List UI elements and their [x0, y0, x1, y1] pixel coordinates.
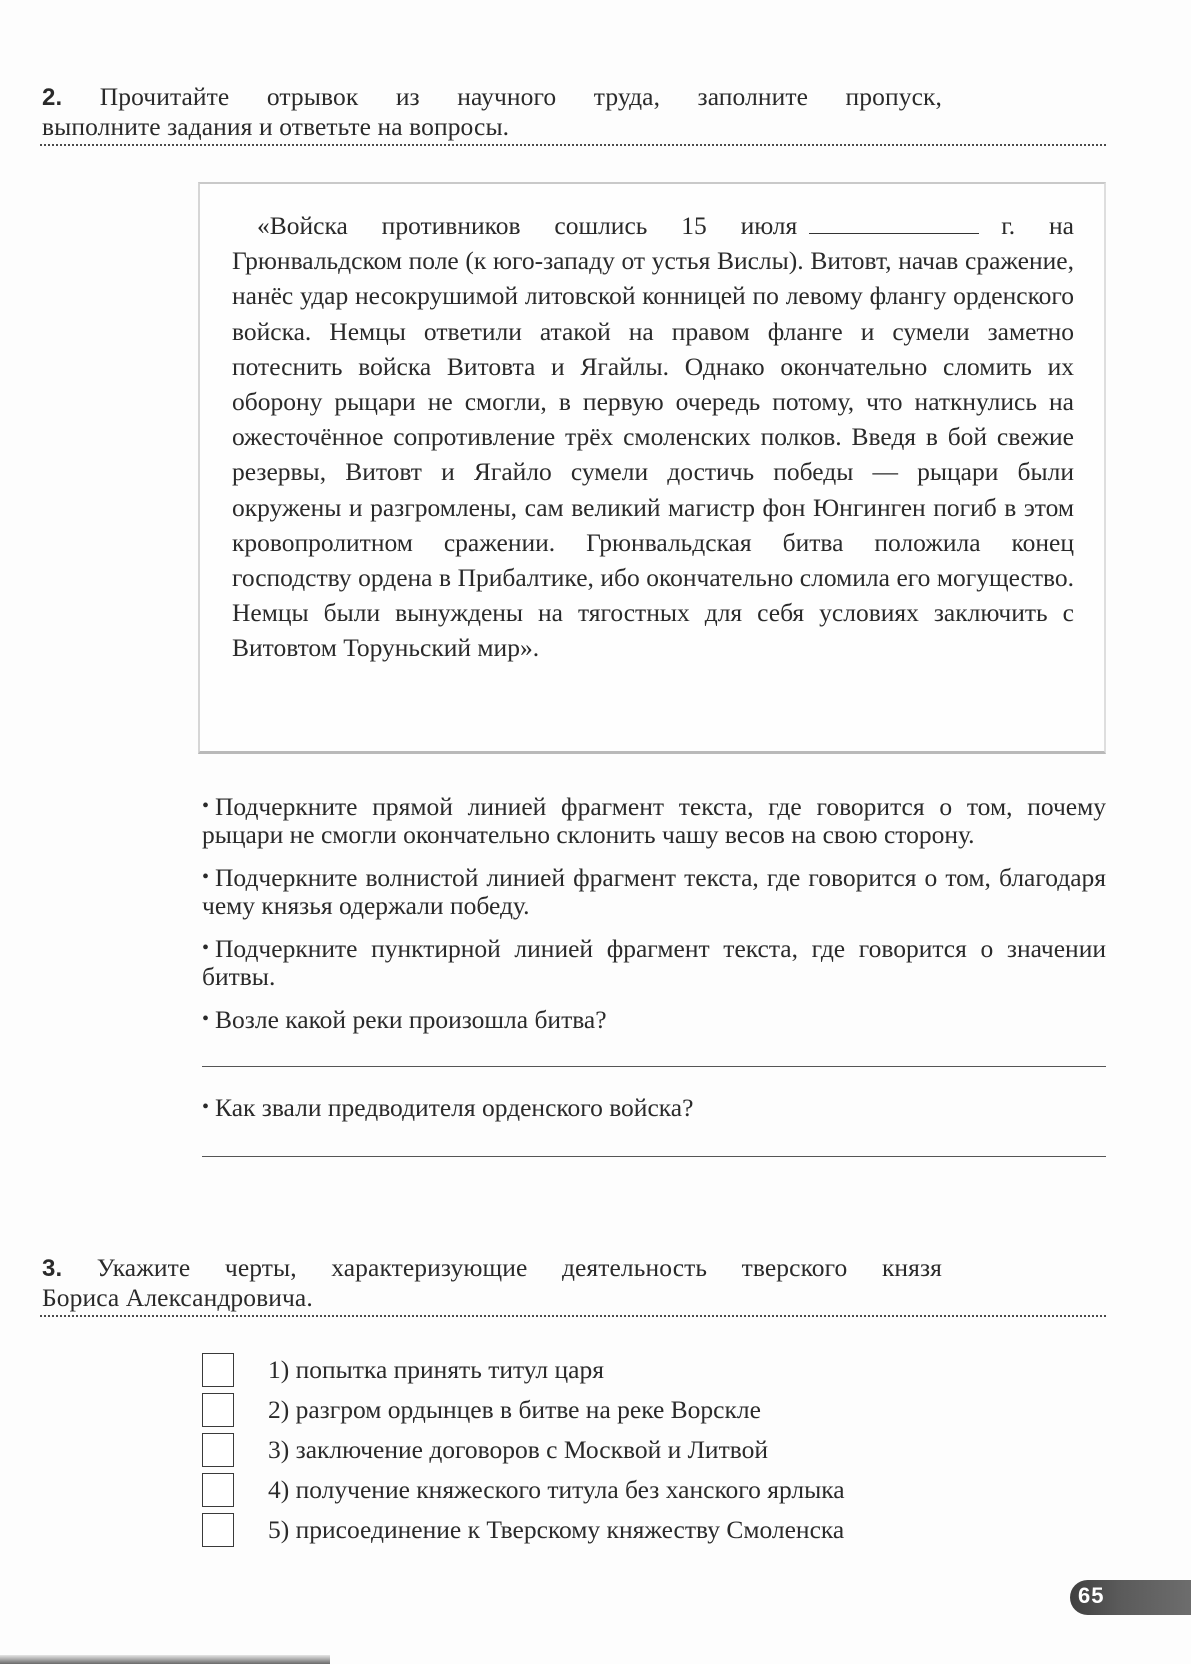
bullet-icon: • — [202, 1008, 210, 1030]
task-3-number: 3. — [42, 1255, 63, 1282]
option-1-checkbox[interactable] — [202, 1353, 234, 1387]
answer-line-river[interactable] — [202, 1066, 1106, 1067]
assignment-wavy-underline: • Подчеркните волнистой линией фрагмент текста, где говорится о том, благодаря чему князья одержали победу. — [202, 863, 1106, 920]
option-2-label: 2) разгром ордынцев в битве на реке Ворскле — [268, 1395, 761, 1424]
section-divider — [40, 144, 1106, 146]
excerpt-text — [232, 208, 1074, 666]
option-4-checkbox[interactable] — [202, 1473, 234, 1507]
excerpt-before-blank: «Войска противников сошлись 15 июля — [257, 211, 798, 240]
bullet-icon: • — [202, 937, 210, 959]
answer-line-order-leader[interactable] — [202, 1156, 1106, 1157]
bullet-icon: • — [202, 795, 210, 817]
option-5 — [202, 1510, 1022, 1550]
task-3-instruction-line2: Бориса Александровича. — [42, 1283, 313, 1312]
task-2-instruction-line2: выполните задания и ответьте на вопросы. — [42, 112, 510, 141]
page-number: 65 — [1078, 1583, 1105, 1608]
scan-edge — [0, 1655, 330, 1664]
bullet-icon: • — [202, 866, 210, 888]
option-5-checkbox[interactable] — [202, 1513, 234, 1547]
option-1-label: 1) попытка принять титул царя — [268, 1355, 604, 1384]
assignment-straight-underline: • Подчеркните прямой линией фрагмент текста, где говорится о том, почему рыцари не смогли окончательно склонить чашу весов на свою сторону. — [202, 792, 1106, 849]
excerpt-after-blank: г. на Грюнвальдском поле (к юго-западу от устья Вислы). Витовт, начав сражение, нанёс удар несокрушимой литовской конницей по левому флангу орденского войска. Немцы ответили атакой на правом фланге и сумели заметно потеснить войска Витовта и Ягайлы. Однако окончательно сломить их оборону рыцари не смогли, в первую очередь потому, что наткнулись на ожесточённое сопротивление трёх смоленских полков. Введя в бой свежие резервы, Витовт и Ягайло сумели достичь победы — рыцари были окружены и разгромлены, сам великий магистр фон Юнгинген погиб в этом кровопролитном сражении. Грюнвальдская битва положила конец господству ордена в Прибалтике, ибо окончательно сломила его могущество. Немцы были вынуждены на тягостных для себя условиях заключить с Витовтом Торуньский мир». — [232, 211, 1074, 663]
task-2-number: 2. — [42, 84, 63, 111]
option-3-label: 3) заключение договоров с Москвой и Литвой — [268, 1435, 768, 1464]
task-3-instruction — [42, 1253, 1102, 1312]
question-order-leader: • Как звали предводителя орденского войска? — [202, 1093, 694, 1122]
option-2 — [202, 1390, 1022, 1430]
option-5-label: 5) присоединение к Тверскому княжеству Смоленска — [268, 1515, 845, 1544]
assignment-dotted-underline: • Подчеркните пунктирной линией фрагмент текста, где говорится о значении битвы. — [202, 934, 1106, 991]
option-3 — [202, 1430, 1022, 1470]
question-river: • Возле какой реки произошла битва? — [202, 1005, 607, 1034]
option-2-checkbox[interactable] — [202, 1393, 234, 1427]
option-3-checkbox[interactable] — [202, 1433, 234, 1467]
option-4 — [202, 1470, 1022, 1510]
option-4-label: 4) получение княжеского титула без ханского ярлыка — [268, 1475, 845, 1504]
task-3-instruction-line1: 3. Укажите черты, характеризующие деятельность тверского князя — [42, 1253, 943, 1282]
task-2-assignments — [202, 792, 1106, 1183]
bullet-icon: • — [202, 1096, 210, 1118]
option-1 — [202, 1350, 1022, 1390]
task-2-instruction — [42, 82, 1102, 141]
year-blank-input[interactable] — [809, 211, 979, 234]
task-3-options — [202, 1350, 1022, 1550]
task-2-instruction-line1: 2. Прочитайте отрывок из научного труда, заполните пропуск, — [42, 82, 942, 111]
section-divider — [40, 1315, 1106, 1317]
